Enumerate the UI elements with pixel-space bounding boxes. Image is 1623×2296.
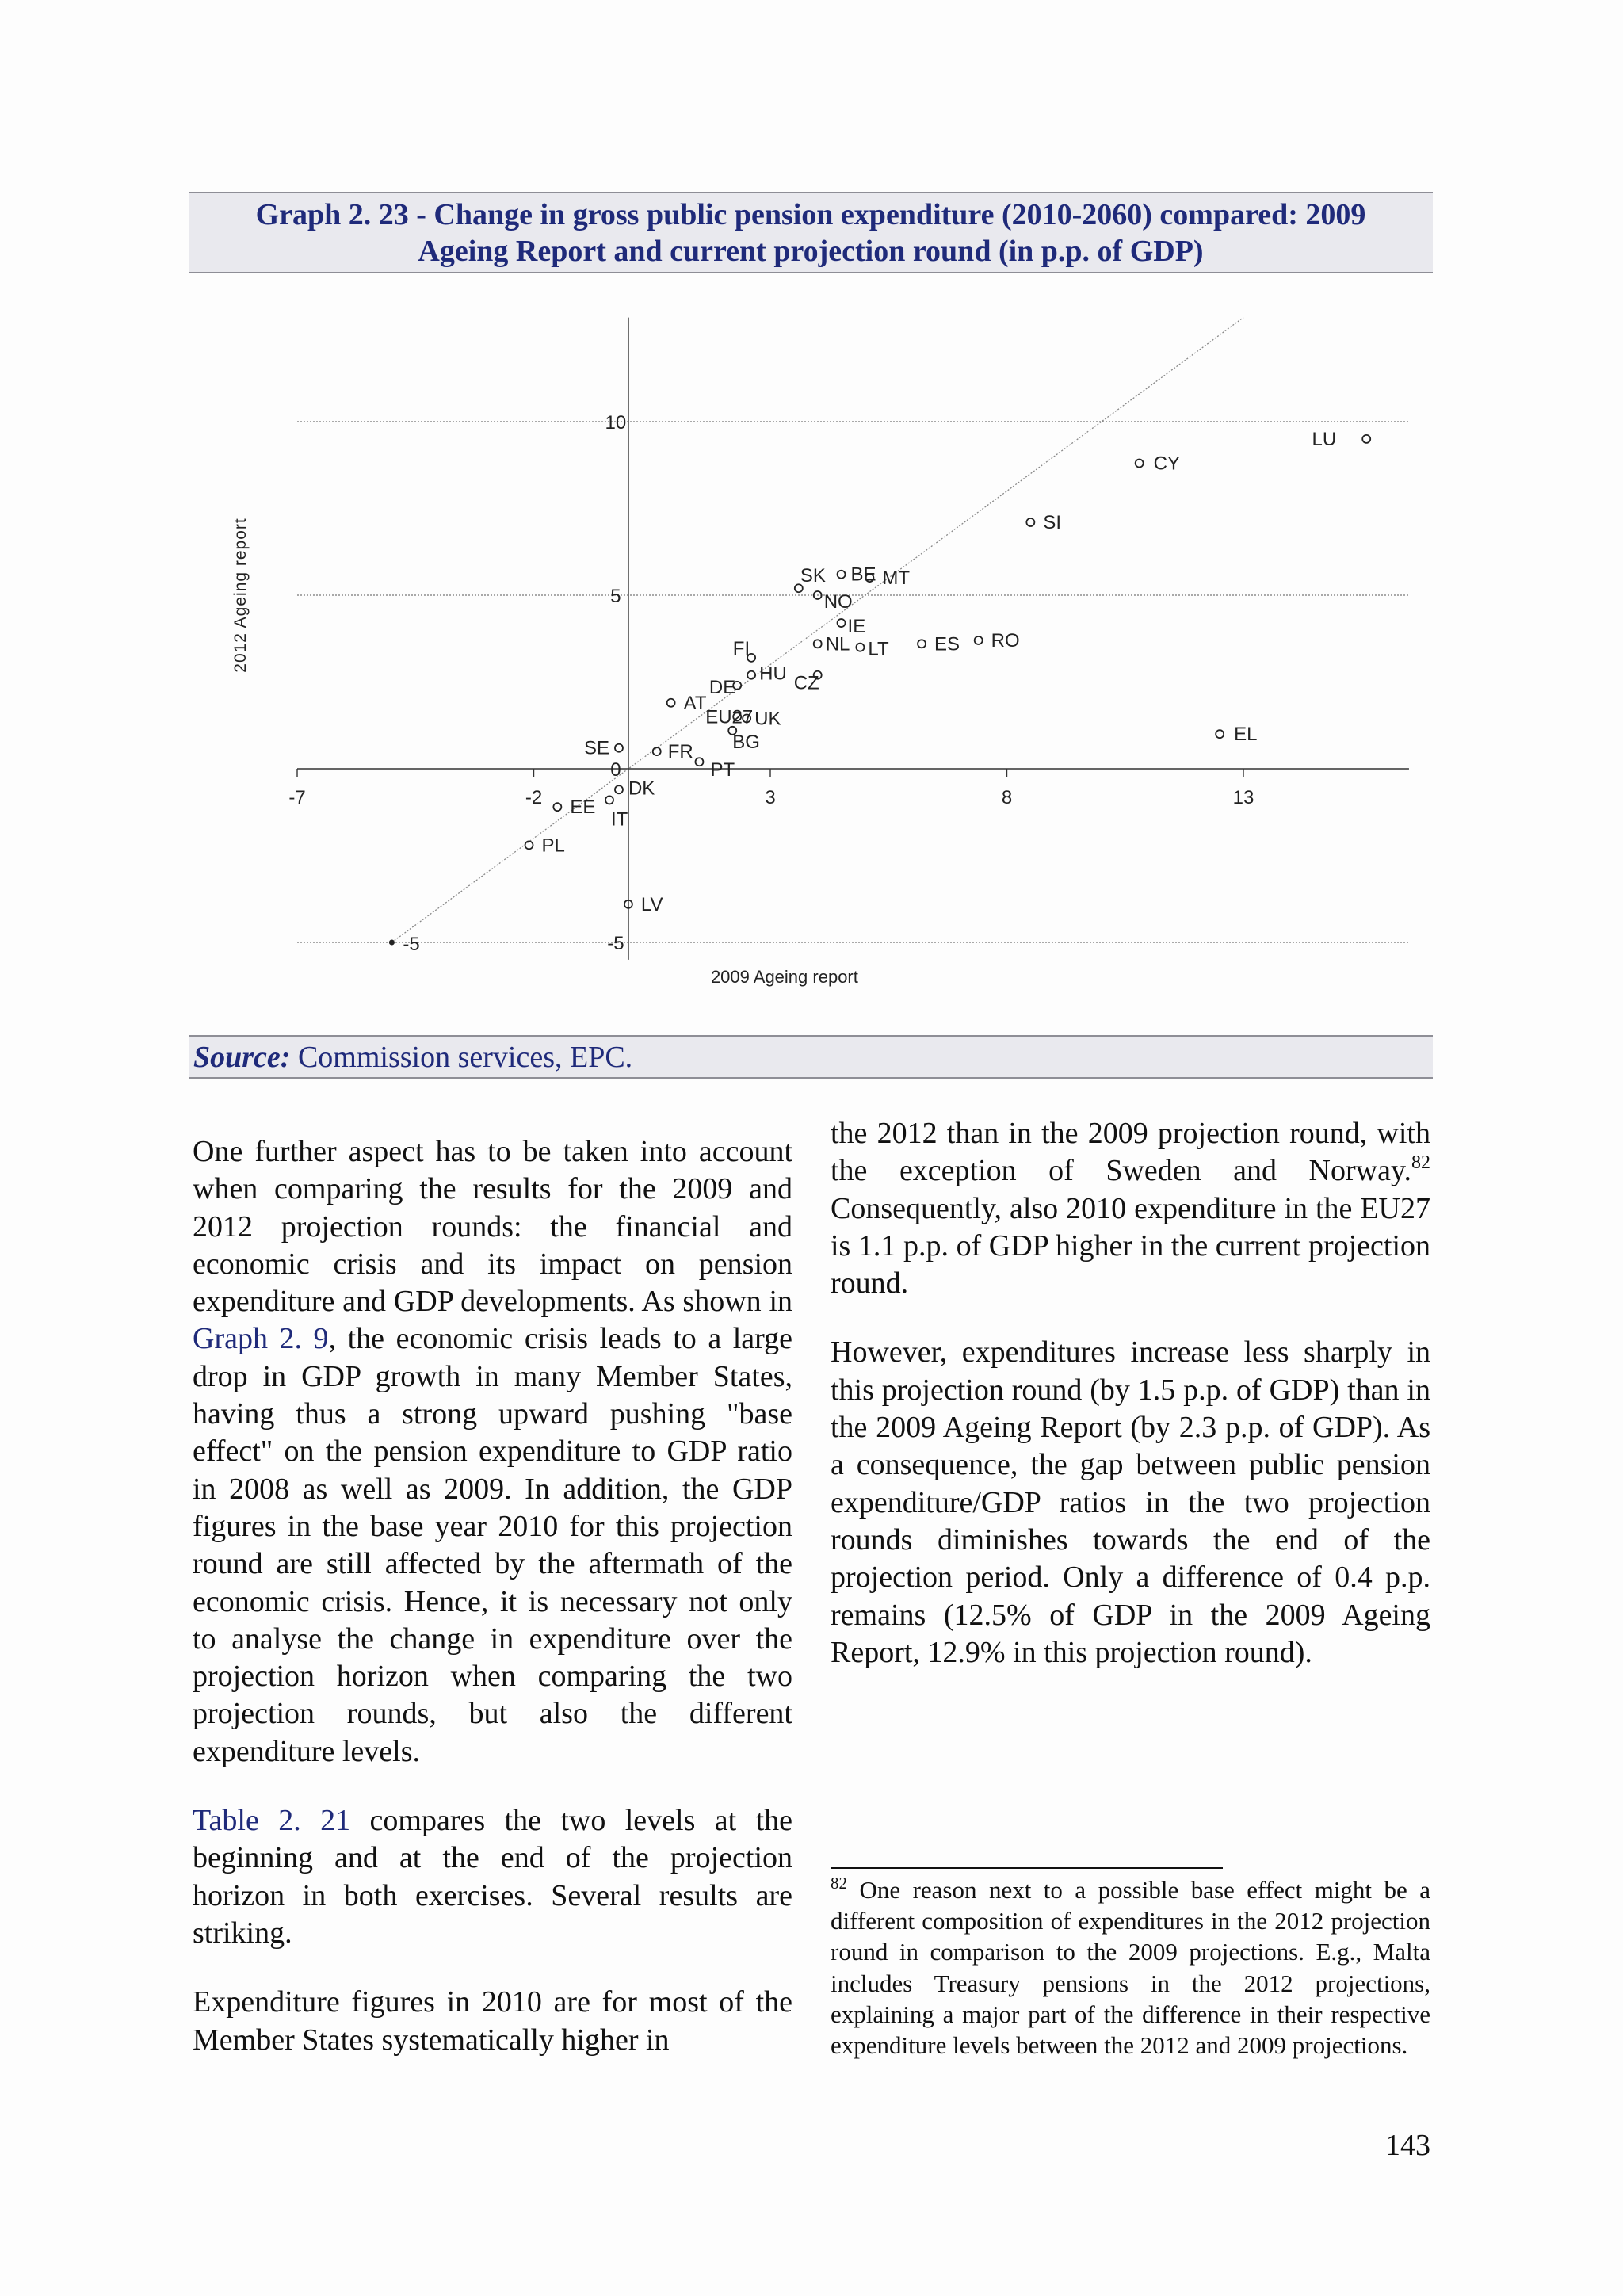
graph-title bbox=[189, 192, 1433, 273]
data-point-label: FR bbox=[667, 741, 693, 763]
footnote-marker[interactable]: 82 bbox=[1411, 1152, 1430, 1174]
right-paragraph-2: However, expenditures increase less sharply in this projection round (by 1.5 p.p. of GDP) than in the 2009 Ageing Report (by 2.3 p.p. of GDP). As a consequence, the gap between public pension expenditure/GDP ratios in the two projection rounds diminishes towards the end of the projection period. Only a difference of 0.4 p.p. remains (12.5% of GDP in the 2009 Ageing Report, 12.9% in this projection round). bbox=[831, 1335, 1430, 1669]
data-point-marker bbox=[1026, 518, 1034, 526]
data-point-marker bbox=[605, 796, 613, 804]
data-point-label: NL bbox=[825, 633, 850, 655]
footnote bbox=[831, 1874, 1430, 2061]
data-point-marker bbox=[695, 758, 703, 766]
data-point-label: SI bbox=[1043, 512, 1062, 534]
source-text: Commission services, EPC. bbox=[290, 1041, 633, 1074]
data-point-marker bbox=[1362, 435, 1370, 443]
data-point-label: RO bbox=[991, 629, 1020, 651]
data-point-label: SE bbox=[583, 737, 609, 759]
reference-line bbox=[391, 318, 1243, 942]
y-tick-label: 5 bbox=[610, 586, 621, 607]
data-point-label: UK bbox=[754, 708, 781, 730]
data-point-marker bbox=[553, 803, 561, 811]
data-point-label: EL bbox=[1234, 724, 1258, 746]
graph-title-line-1: Graph 2. 23 - Change in gross public pension expenditure (2010-2060) compared: 2009 bbox=[255, 197, 1366, 231]
data-point-label: HU bbox=[759, 663, 787, 685]
page-number: 143 bbox=[1385, 2129, 1430, 2162]
x-tick-label: -7 bbox=[288, 787, 306, 808]
data-point-marker bbox=[838, 619, 846, 627]
data-point-marker bbox=[653, 747, 661, 755]
graph-title-line-2: Ageing Report and current projection round (in p.p. of GDP) bbox=[418, 234, 1204, 268]
right-p1-text-b: Consequently, also 2010 expenditure in the EU27 is 1.1 p.p. of GDP higher in the current projection round. bbox=[831, 1191, 1430, 1301]
x-tick-label: 13 bbox=[1232, 787, 1254, 808]
scatter-chart bbox=[189, 276, 1433, 1033]
data-point-label: EE bbox=[570, 797, 596, 819]
data-point-marker bbox=[918, 640, 926, 648]
data-point-label: ES bbox=[934, 633, 960, 655]
data-point-label: EU27 bbox=[705, 706, 754, 728]
data-point-marker bbox=[747, 671, 755, 679]
data-point-label: -5 bbox=[403, 934, 420, 955]
data-point-label: FI bbox=[732, 637, 750, 659]
data-point-marker bbox=[975, 636, 983, 644]
x-tick-label: -2 bbox=[525, 787, 543, 808]
data-point-label: LT bbox=[868, 638, 889, 660]
data-point-marker bbox=[615, 744, 623, 752]
footnote-number: 82 bbox=[831, 1874, 847, 1893]
right-paragraph-1 bbox=[831, 1115, 1430, 1302]
left-paragraph-2 bbox=[193, 1802, 792, 1952]
data-point-label: PT bbox=[710, 759, 735, 781]
footnote-text: One reason next to a possible base effect might be a different composition of expenditures in the 2012 projection round in comparison to the 2009 projections. E.g., Malta includes Treasury pensions in the 2012 projections, explaining a major part of the difference in their respective expenditure levels between the 2012 and 2009 projections. bbox=[831, 1876, 1430, 2060]
left-column bbox=[193, 1133, 792, 2059]
chart-svg bbox=[189, 276, 1433, 1033]
source-label: Source: bbox=[193, 1041, 291, 1074]
left-paragraph-1 bbox=[193, 1133, 792, 1771]
data-point-marker bbox=[814, 640, 822, 648]
data-point-label: NO bbox=[823, 591, 853, 613]
data-point-label: LU bbox=[1312, 428, 1337, 450]
left-p1-text-a: One further aspect has to be taken into account when comparing the results for the 2009 and 2012 projection rounds: the financial and economic crisis and its impact on pension expenditure and GDP developments. As shown in bbox=[193, 1135, 792, 1319]
y-tick-label: 10 bbox=[605, 412, 627, 434]
data-point-marker bbox=[615, 785, 623, 793]
data-point-label: CZ bbox=[793, 672, 819, 694]
graph-reference-link[interactable]: Graph 2. 9 bbox=[193, 1322, 329, 1356]
x-axis-title: 2009 Ageing report bbox=[710, 967, 858, 987]
data-point-marker bbox=[1216, 730, 1224, 738]
right-p1-text-a: the 2012 than in the 2009 projection round, with the exception of Sweden and Norway. bbox=[831, 1117, 1430, 1188]
y-tick-label: 0 bbox=[610, 759, 621, 781]
left-p2-text: compares the two levels at the beginning and at the end of the projection horizon in both exercises. Several results are striking. bbox=[193, 1804, 792, 1950]
right-column bbox=[831, 1115, 1430, 1671]
data-point-label: IT bbox=[611, 808, 628, 831]
table-reference-link[interactable]: Table 2. 21 bbox=[193, 1804, 351, 1838]
data-point-marker bbox=[389, 940, 395, 946]
data-point-label: LV bbox=[640, 893, 663, 915]
data-point-label: IE bbox=[847, 616, 866, 638]
x-tick-label: 8 bbox=[1001, 787, 1013, 808]
data-point-label: PL bbox=[541, 835, 565, 857]
data-point-label: DE bbox=[708, 676, 736, 698]
data-point-label: SK bbox=[800, 565, 826, 587]
data-point-marker bbox=[667, 699, 675, 707]
left-p1-text-b: , the economic crisis leads to a large drop in GDP growth in many Member States, having thus a strong upward pushing "base effect" on the pension expenditure to GDP ratio in 2008 as well as 2009. In addition, the GDP figures in the base year 2010 for this projection round are still affected by the aftermath of the economic crisis. Hence, it is necessary not only to analyse the change in expenditure over the projection horizon when comparing the two projection rounds, but also the different expenditure levels. bbox=[193, 1322, 792, 1768]
data-point-marker bbox=[838, 571, 846, 579]
footnote-divider bbox=[831, 1867, 1223, 1869]
x-tick-label: 3 bbox=[765, 787, 776, 808]
data-point-marker bbox=[1136, 460, 1144, 468]
y-tick-label: -5 bbox=[607, 933, 624, 954]
y-axis-title: 2012 Ageing report bbox=[231, 518, 250, 673]
left-paragraph-3: Expenditure figures in 2010 are for most of the Member States systematically higher in bbox=[193, 1985, 792, 2057]
data-point-marker bbox=[525, 841, 533, 849]
data-point-marker bbox=[856, 644, 864, 651]
source-box bbox=[189, 1035, 1433, 1079]
data-point-label: DK bbox=[628, 777, 655, 800]
data-point-label: MT bbox=[882, 567, 911, 590]
data-point-label: CY bbox=[1153, 453, 1181, 475]
data-point-label: BE bbox=[850, 563, 876, 586]
data-point-label: AT bbox=[683, 692, 707, 714]
data-point-label: BG bbox=[732, 731, 760, 753]
